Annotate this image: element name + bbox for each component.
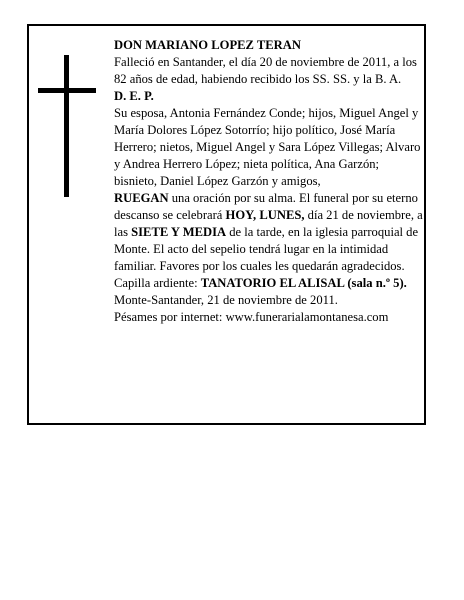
obituary-text [114, 37, 424, 326]
place-date: Monte-Santander, 21 de noviembre de 2011. [114, 293, 338, 307]
ruegan-word: RUEGAN [114, 191, 169, 205]
funeral-time: SIETE Y MEDIA [131, 225, 227, 239]
condolences-line: Pésames por internet: www.funerarialamontanesa.com [114, 310, 389, 324]
chapel-name: TANATORIO EL ALISAL (sala n.º 5). [200, 276, 407, 290]
cross-icon [38, 55, 96, 197]
funeral-text-1: una oración por su alma. El funeral por su eterno descanso se celebrará [114, 191, 418, 222]
funeral-day: HOY, LUNES, [225, 208, 305, 222]
death-info: Falleció en Santander, el día 20 de noviembre de 2011, a los 82 años de edad, habiendo recibido los SS. SS. y la B. A. [114, 55, 417, 86]
cross-horizontal-bar [38, 88, 96, 93]
funeral-paragraph [114, 190, 424, 292]
cross-vertical-bar [64, 55, 69, 197]
deceased-name: DON MARIANO LOPEZ TERAN [114, 38, 301, 52]
family-list: Su esposa, Antonia Fernández Conde; hijos, Miguel Angel y María Dolores López Sotorrío; hijo político, José María Herrero; nietos, Miguel Angel y Sara López Villegas; Alvaro y Andrea Herrero López; nieta política, Ana Garzón; bisnieto, Daniel López Garzón y amigos, [114, 106, 421, 188]
funeral-text-3: de la tarde, en la iglesia parroquial de Monte. El acto del sepelio tendrá lugar en la intimidad familiar. Favores por los cuales les quedarán agradecidos. Capilla ardiente: [114, 225, 419, 290]
funeral-text-2: día 21 de noviembre, a las [114, 208, 423, 239]
dep-line: D. E. P. [114, 89, 154, 103]
